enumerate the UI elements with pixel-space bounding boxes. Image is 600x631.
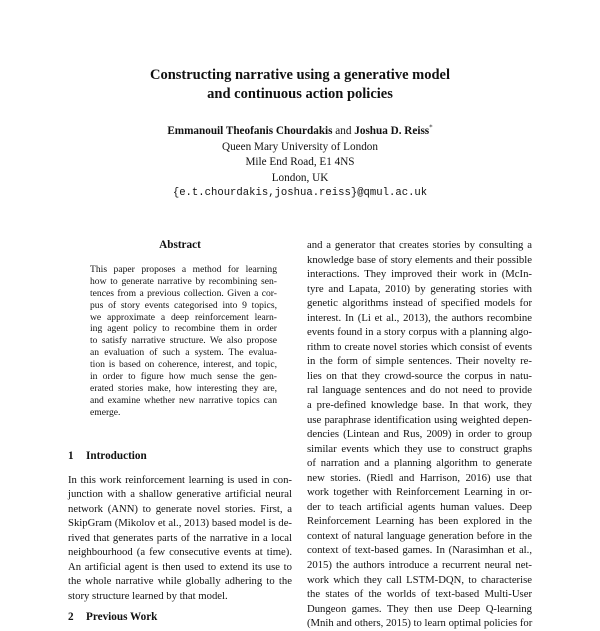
section-title: Introduction bbox=[86, 449, 147, 462]
body-line: story structure learned by that model. bbox=[68, 589, 228, 602]
body-line: the whole narrative while globally adhering to the bbox=[68, 575, 292, 588]
author-block bbox=[0, 124, 600, 202]
body-line: rived that generates parts of the narrative in a local bbox=[68, 531, 292, 544]
body-line: network (ANN) to generate novel stories. First, a bbox=[68, 502, 292, 515]
title-line: and continuous action policies bbox=[207, 86, 393, 102]
body-line: (Mnih and others, 2015) to learn optimal policies for bbox=[307, 617, 533, 630]
author-conjunction: and bbox=[335, 125, 352, 137]
body-line: junction with a shallow generative artificial neural bbox=[68, 488, 292, 501]
abstract-line: This paper proposes a method for learning bbox=[90, 264, 277, 275]
body-line: der to teach artificial agents human values. Deep bbox=[307, 500, 532, 513]
body-line: a pre-defined knowledge base. In that work, they bbox=[307, 399, 532, 412]
abstract-line: we approximate a deep reinforcement learn- bbox=[90, 311, 277, 323]
left-column bbox=[68, 238, 292, 624]
author-name: Joshua D. Reiss bbox=[354, 125, 430, 137]
body-line: use paraphrase identification using weighted depen- bbox=[307, 413, 532, 426]
abstract-line: how to generate narrative by recombining sen- bbox=[90, 275, 277, 287]
abstract-line: erated stories make, how interesting they are, bbox=[90, 382, 277, 394]
section-title: Previous Work bbox=[86, 610, 158, 623]
body-line: and a generator that creates stories by consulting a bbox=[307, 239, 532, 251]
author-name: Emmanouil Theofanis Chourdakis bbox=[167, 125, 333, 137]
abstract-line: in order to figure how much sense the gen- bbox=[90, 371, 277, 383]
body-line: dencies (Lintean and Rus, 2009) in order to group bbox=[307, 428, 532, 441]
body-line: interactions. They improved their work in (McIn- bbox=[307, 268, 532, 281]
introduction-body bbox=[68, 473, 292, 604]
email: {e.t.chourdakis,joshua.reiss}@qmul.ac.uk bbox=[172, 187, 428, 199]
body-line: new stories. (Riedl and Harrison, 2016) use that bbox=[307, 471, 532, 484]
body-line: interest. In (Li et al., 2013), the authors recombine bbox=[307, 311, 532, 324]
abstract-line: ing agent policy to recombine them in order bbox=[90, 323, 277, 335]
title-line: Constructing narrative using a generative model bbox=[149, 67, 451, 83]
body-line: Dungeon games. They then use Deep Q-learning bbox=[307, 602, 532, 615]
body-line: SkipGram (Mikolov et al., 2013) based model is de- bbox=[68, 517, 292, 530]
abstract-line: and examine whether new narrative topics can bbox=[90, 394, 277, 406]
abstract-body bbox=[68, 264, 292, 419]
section-heading-previous-work bbox=[68, 610, 292, 624]
paper-title bbox=[0, 66, 600, 104]
body-line: events found in a story corpus with a planning algo- bbox=[307, 326, 532, 339]
address: Mile End Road, E1 4NS bbox=[245, 156, 355, 168]
abstract-line: an evaluation of such a system. The evalua- bbox=[90, 347, 277, 359]
body-line: context of text-based games. In (Narasimhan et al., bbox=[307, 544, 532, 557]
right-column bbox=[307, 238, 532, 631]
body-line: genetic algorithms instead of specified models for bbox=[307, 297, 532, 310]
body-line: context of natural language generation before in the bbox=[307, 529, 532, 542]
author-names bbox=[0, 124, 600, 140]
body-line: Reinforcement Learning has been explored in the bbox=[307, 515, 532, 528]
affiliation: Queen Mary University of London bbox=[222, 140, 378, 153]
body-line: In this work reinforcement learning is used in con- bbox=[68, 473, 292, 486]
abstract-line: to satisfy narrative structure. We also propose bbox=[90, 335, 277, 347]
body-line: ral language sentences and do not need to provide bbox=[307, 384, 532, 397]
abstract-line: tences from a previous collection. Given a cor- bbox=[90, 287, 277, 299]
body-line: tyre and Lapata, 2010) by generating stories with bbox=[307, 282, 532, 295]
abstract-line: pus of story events categorised into 9 topics, bbox=[90, 299, 277, 311]
section-number: 1 bbox=[68, 449, 74, 462]
body-line: in the form of simple sentences. Their novelty re- bbox=[307, 355, 532, 368]
body-line: the states of the worlds of text-based Multi-User bbox=[307, 588, 532, 601]
body-line: work together with Reinforcement Learning in or- bbox=[307, 486, 532, 499]
body-line: An artificial agent is then used to extend its use to bbox=[68, 560, 292, 573]
body-line: neighbourhood (a few consecutive events at time). bbox=[68, 546, 292, 559]
abstract-line: emerge. bbox=[90, 406, 121, 418]
body-line: 2015) the authors introduce a recurrent neural net- bbox=[307, 559, 532, 572]
footnote-mark: * bbox=[429, 123, 433, 132]
section-heading-introduction bbox=[68, 449, 292, 463]
body-line: lies on that they crowd-source the corpus in natu- bbox=[307, 369, 532, 382]
body-line: similar events which they use to construct graphs bbox=[307, 442, 532, 455]
abstract-heading: Abstract bbox=[159, 239, 201, 251]
body-line: work which they call LSTM-DQN, to characterise bbox=[307, 573, 532, 586]
abstract-line: tion is based on coherence, interest, and topic, bbox=[90, 359, 277, 371]
body-line: of narration and a planning algorithm to generate bbox=[307, 457, 532, 470]
city: London, UK bbox=[271, 171, 329, 184]
body-line: rithm to create novel stories which consist of events bbox=[307, 340, 532, 353]
body-line: knowledge base of story elements and their possible bbox=[307, 253, 532, 266]
section-number: 2 bbox=[68, 610, 74, 623]
